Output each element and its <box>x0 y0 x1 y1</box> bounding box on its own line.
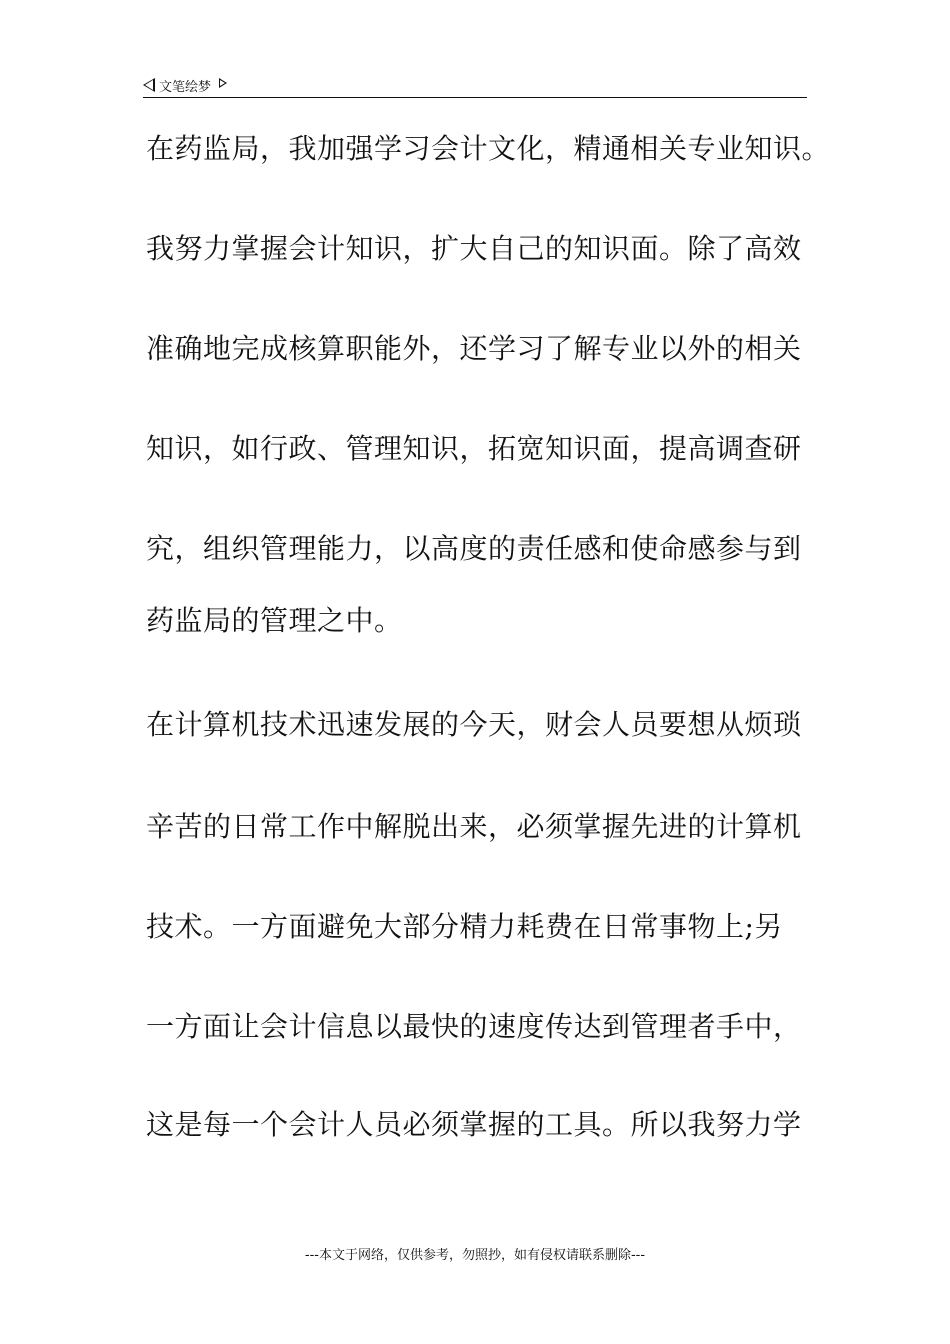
body-line: 在药监局，我加强学习会计文化，精通相关专业知识。 <box>146 132 831 165</box>
triangle-left-icon <box>143 78 155 92</box>
body-line: 一方面让会计信息以最快的速度传达到管理者手中， <box>146 1010 802 1043</box>
header-divider <box>143 97 807 98</box>
body-line: 准确地完成核算职能外，还学习了解专业以外的相关 <box>146 332 802 365</box>
body-line: 知识，如行政、管理知识，拓宽知识面，提高调查研 <box>146 432 802 465</box>
body-line: 药监局的管理之中。 <box>146 604 403 637</box>
page-header <box>143 74 227 96</box>
triangle-right-icon <box>219 78 227 88</box>
body-line: 这是每一个会计人员必须掌握的工具。所以我努力学 <box>146 1108 802 1141</box>
header-title: 文笔绘梦 <box>159 79 212 95</box>
body-line: 我努力掌握会计知识，扩大自己的知识面。除了高效 <box>146 232 802 265</box>
body-line: 辛苦的日常工作中解脱出来，必须掌握先进的计算机 <box>146 810 802 843</box>
footer-disclaimer: ---本文于网络，仅供参考，勿照抄，如有侵权请联系删除--- <box>304 1248 646 1263</box>
body-line: 在计算机技术迅速发展的今天，财会人员要想从烦琐 <box>146 708 802 741</box>
body-line: 技术。一方面避免大部分精力耗费在日常事物上;另 <box>146 910 783 943</box>
body-line: 究，组织管理能力，以高度的责任感和使命感参与到 <box>146 532 802 565</box>
